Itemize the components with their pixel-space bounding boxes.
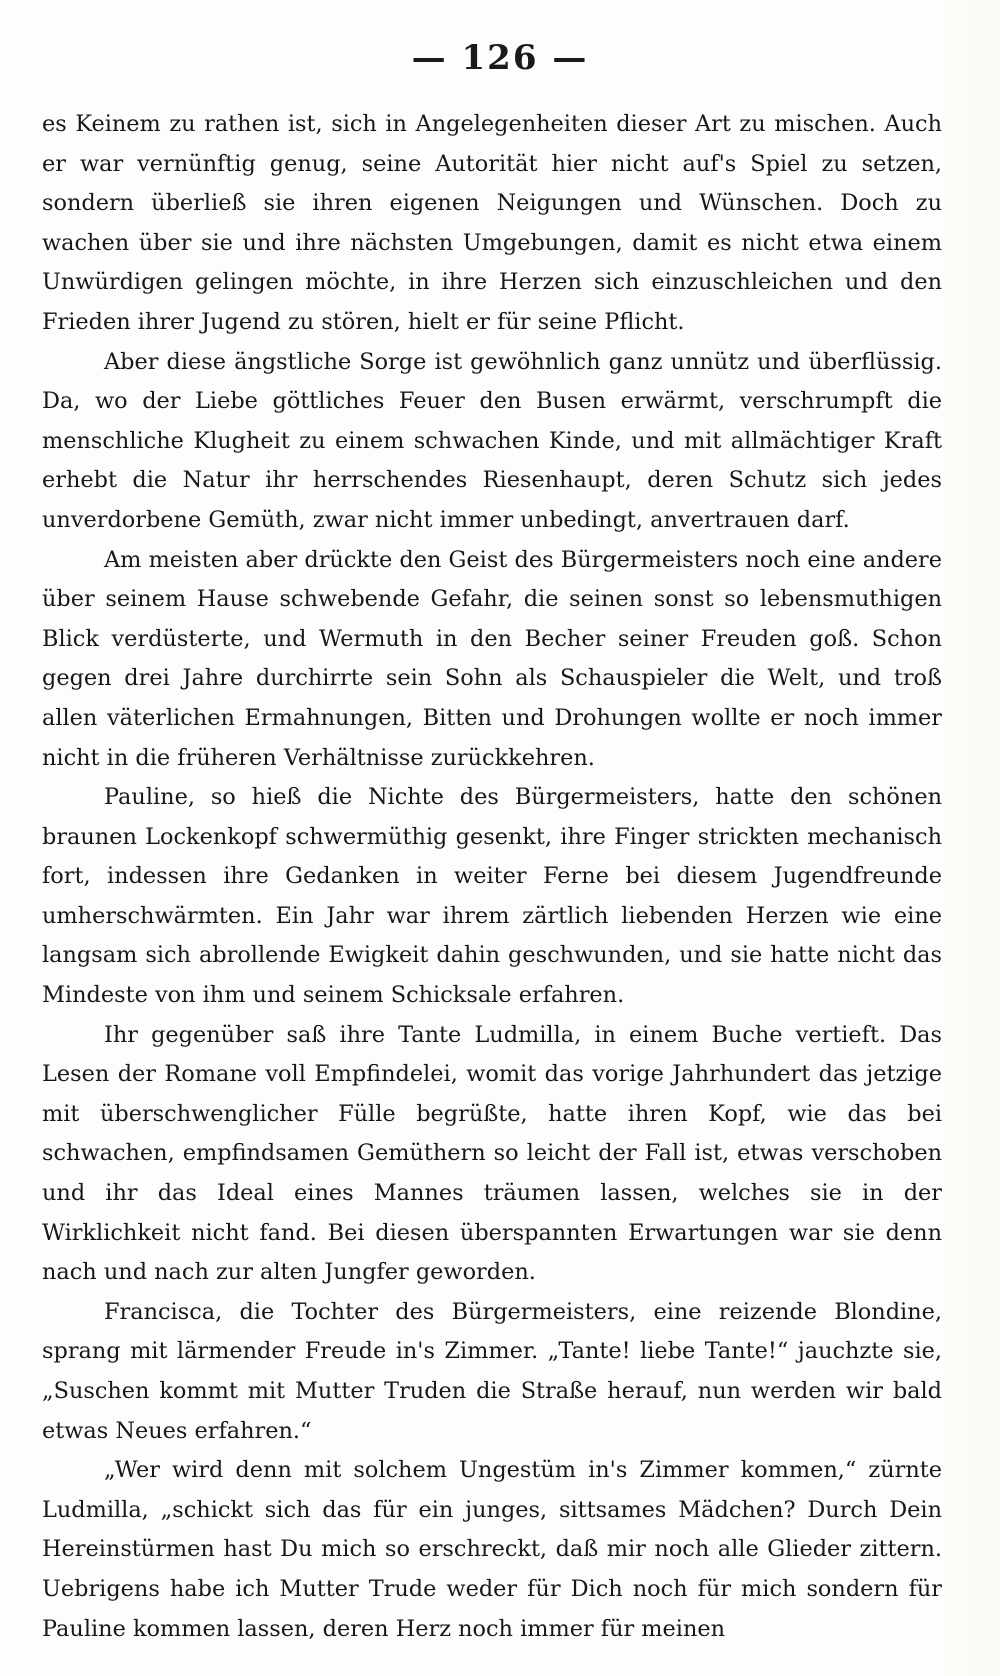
paragraph-2: Aber diese ängstliche Sorge ist gewöhnlich ganz unnütz und überflüssig. Da, wo der Liebe göttliches Feuer den Busen erwärmt, verschrumpft die menschliche Klugheit zu einem schwachen Kinde, und mit allmächtiger Kraft erhebt die Natur ihr herrschendes Riesenhaupt, deren Schutz sich jedes unverdorbene Gemüth, zwar nicht immer unbedingt, anvertrauen darf. xyxy=(42,348,942,533)
paragraph-3: Am meisten aber drückte den Geist des Bürgermeisters noch eine andere über seinem Hause schwebende Gefahr, die seinen sonst so lebensmuthigen Blick verdüsterte, und Wermuth in den Becher seiner Freuden goß. Schon gegen drei Jahre durchirrte sein Sohn als Schauspieler die Welt, und troß allen väterlichen Ermahnungen, Bitten und Drohungen wollte er noch immer nicht in die früheren Verhältnisse zurückkehren. xyxy=(42,546,942,771)
paragraph-4: Pauline, so hieß die Nichte des Bürgermeisters, hatte den schönen braunen Lockenkopf schwermüthig gesenkt, ihre Finger strickten mechanisch fort, indessen ihre Gedanken in weiter Ferne bei diesem Jugendfreunde umherschwärmten. Ein Jahr war ihrem zärtlich liebenden Herzen wie eine langsam sich abrollende Ewigkeit dahin geschwunden, und sie hatte nicht das Mindeste von ihm und seinem Schicksale erfahren. xyxy=(42,784,942,1009)
paragraph-6: Francisca, die Tochter des Bürgermeisters, eine reizende Blondine, sprang mit lärmender Freude in's Zimmer. „Tante! liebe Tante!“ jauchzte sie, „Suschen kommt mit Mutter Truden die Straße herauf, nun werden wir bald etwas Neues erfahren.“ xyxy=(42,1298,942,1444)
page-number: — 126 — xyxy=(411,38,589,78)
paragraph-7: „Wer wird denn mit solchem Ungestüm in's Zimmer kommen,“ zürnte Ludmilla, „schickt sich das für ein junges, sittsames Mädchen? Durch Dein Hereinstürmen hast Du mich so erschreckt, daß mir noch alle Glieder zittern. Uebrigens habe ich Mutter Trude weder für Dich noch für mich sondern für Pauline kommen lassen, deren Herz noch immer für meinen xyxy=(42,1457,942,1642)
paragraph-1: es Keinem zu rathen ist, sich in Angelegenheiten dieser Art zu mischen. Auch er war vernünftig genug, seine Autorität hier nicht auf's Spiel zu setzen, sondern überließ sie ihren eigenen Neigungen und Wünschen. Doch zu wachen über sie und ihre nächsten Umgebungen, damit es nicht etwa einem Unwürdigen gelingen möchte, in ihre Herzen sich einzuschleichen und den Frieden ihrer Jugend zu stören, hielt er für seine Pflicht. xyxy=(42,111,942,335)
paragraph-5: Ihr gegenüber saß ihre Tante Ludmilla, in einem Buche vertieft. Das Lesen der Romane voll Empfindelei, womit das vorige Jahrhundert das jetzige mit überschwenglicher Fülle begrüßte, hatte ihren Kopf, wie das bei schwachen, empfindsamen Gemüthern so leicht der Fall ist, etwas verschoben und ihr das Ideal eines Mannes träumen lassen, welches sie in der Wirklichkeit nicht fand. Bei diesen überspannten Erwartungen war sie denn nach und nach zur alten Jungfer geworden. xyxy=(42,1021,942,1286)
body-text xyxy=(42,105,942,1649)
page-edge-shadow xyxy=(942,0,1000,1676)
